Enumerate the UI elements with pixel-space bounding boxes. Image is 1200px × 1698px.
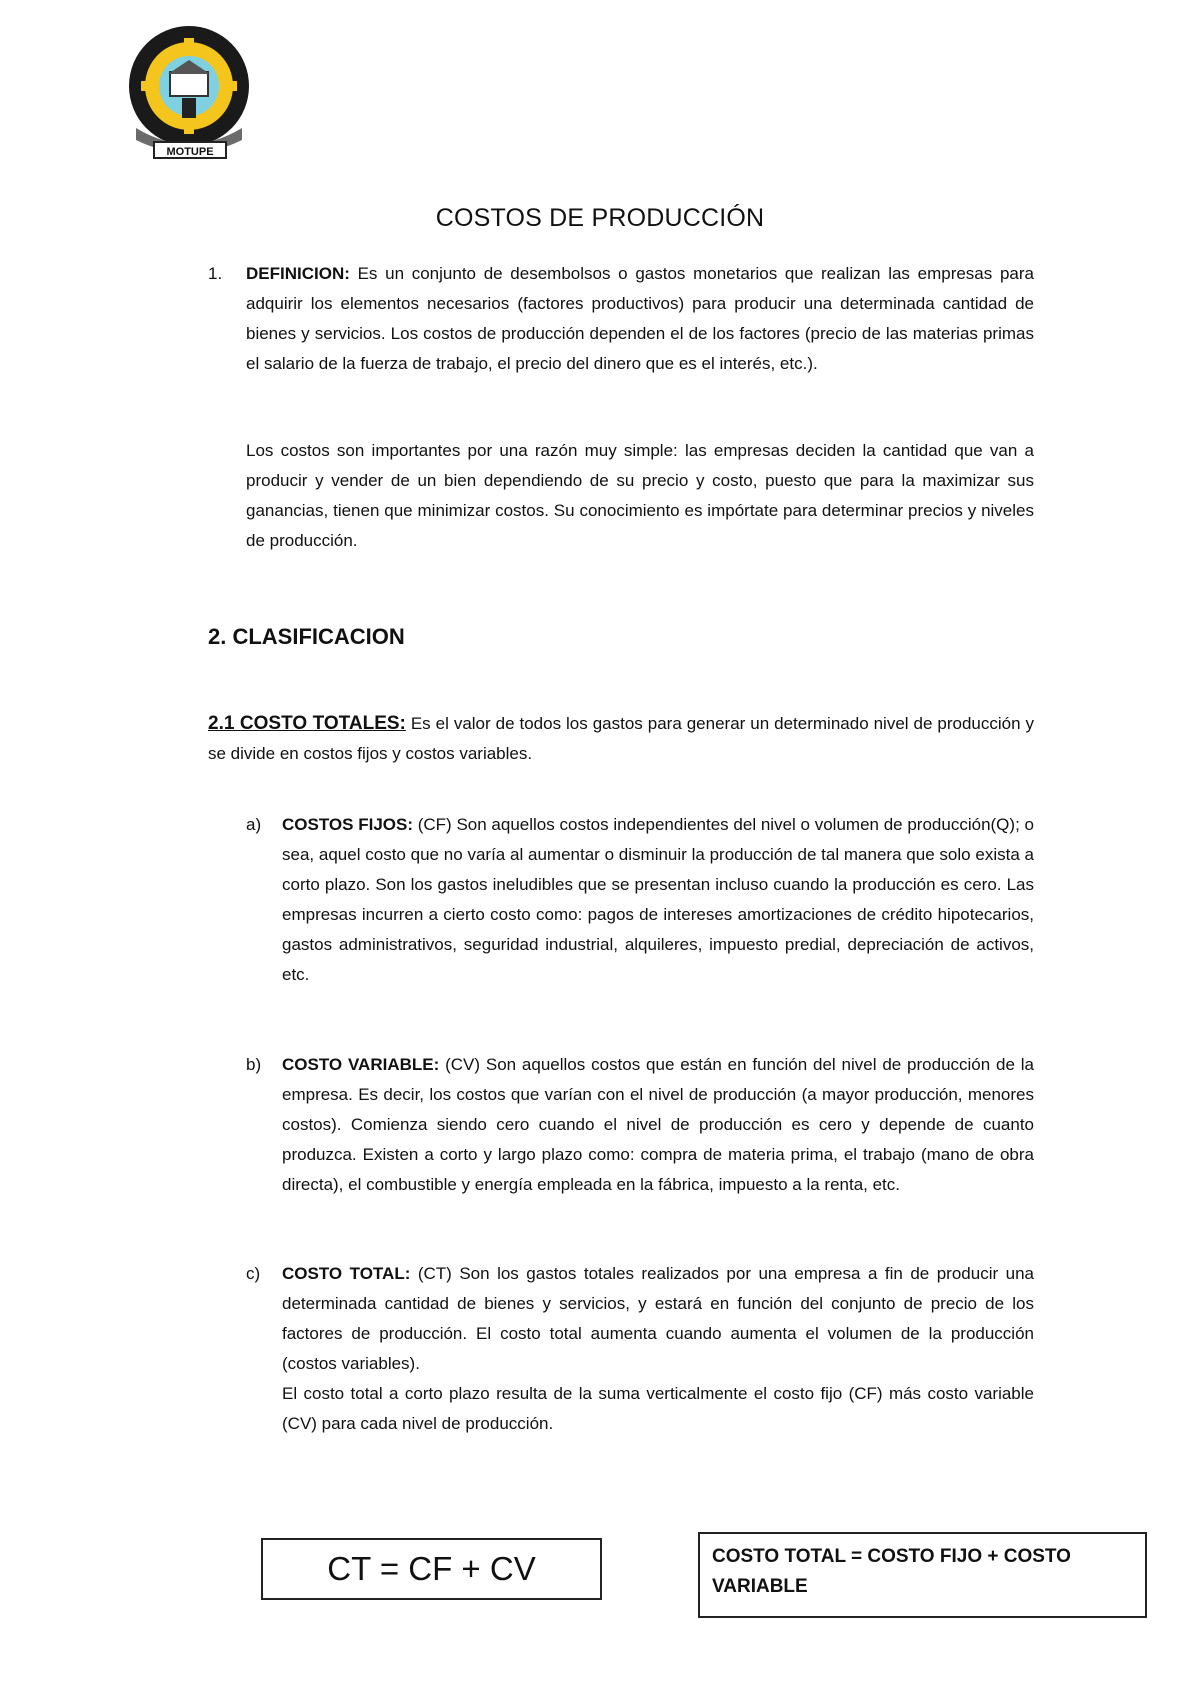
section-2-heading: 2. CLASIFICACION xyxy=(208,624,405,649)
costo-variable-heading: COSTO VARIABLE: xyxy=(282,1055,440,1074)
section-1-number: 1. xyxy=(208,264,223,283)
item-c-label: c) xyxy=(246,1264,261,1283)
costo-totales-text: Es el valor de todos los gastos para generar un determinado nivel de producción y se divide en costos fijos y costos variables. xyxy=(208,714,1035,763)
logo-banner-text: MOTUPE xyxy=(166,146,214,158)
item-costo-variable xyxy=(282,1050,1034,1200)
costos-fijos-heading: COSTOS FIJOS: xyxy=(282,815,413,834)
costo-total-text: (CT) Son los gastos totales realizados por una empresa a fin de producir una determinada cantidad de bienes y servicios, y estará en función del conjunto de precio de los factores de producción. El costo total aumenta cuando aumenta el volumen de la producción (costos variables). xyxy=(282,1264,1034,1373)
definition-text: Es un conjunto de desembolsos o gastos monetarios que realizan las empresas para adquirir los elementos necesarios (factores productivos) para producir una determinada cantidad de bienes y servicios. Los costos de producción dependen el de los factores (precio de las materias primas el salario de la fuerza de trabajo, el precio del dinero que es el interés, etc.). xyxy=(246,264,1034,373)
costos-fijos-text: (CF) Son aquellos costos independientes del nivel o volumen de producción(Q); o sea, aquel costo que no varía al aumentar o disminuir la producción de tal manera que solo exista a corto plazo. Son los gastos ineludibles que se presentan incluso cuando la producción es cero. Las empresas incurren a cierto costo como: pagos de intereses amortizaciones de crédito hipotecarios, gastos administrativos, seguridad industrial, alquileres, impuesto predial, depreciación de activos, etc. xyxy=(282,815,1034,984)
costo-total-heading: COSTO TOTAL: xyxy=(282,1264,411,1283)
costo-total-text-2: El costo total a corto plazo resulta de la suma verticalmente el costo fijo (CF) más costo variable (CV) para cada nivel de producción. xyxy=(282,1384,1034,1433)
definition-heading: DEFINICION: xyxy=(246,264,350,283)
item-costo-total xyxy=(282,1259,1034,1439)
section-2-1-paragraph xyxy=(208,709,1034,769)
page-title: COSTOS DE PRODUCCIÓN xyxy=(435,204,765,232)
item-costos-fijos xyxy=(282,810,1034,990)
item-a-label: a) xyxy=(246,815,262,834)
section-1-paragraph-2: Los costos son importantes por una razón muy simple: las empresas deciden la cantidad que van a producir y vender de un bien dependiendo de su precio y costo, puesto que para la maximizar sus ganancias, tienen que minimizar costos. Su conocimiento es impórtate para determinar precios y niveles de producción. xyxy=(246,441,1034,550)
logo-emblem xyxy=(118,20,264,164)
formula-text-box: COSTO TOTAL = COSTO FIJO + COSTO VARIABLE xyxy=(698,1532,1147,1618)
costo-totales-heading: 2.1 COSTO TOTALES: xyxy=(208,713,406,734)
costo-variable-text: (CV) Son aquellos costos que están en función del nivel de producción de la empresa. Es decir, los costos que varían con el nivel de producción (a mayor producción, menores costos). Comienza siendo cero cuando el nivel de producción es cero y depende de cuanto produzca. Existen a corto y largo plazo como: compra de materia prima, el trabajo (mano de obra directa), el combustible y energía empleada en la fábrica, impuesto a la renta, etc. xyxy=(282,1055,1035,1194)
item-b-label: b) xyxy=(246,1055,262,1074)
formula-box: CT = CF + CV xyxy=(261,1538,602,1600)
section-1-definition xyxy=(246,259,1034,379)
institute-logo xyxy=(118,20,264,164)
